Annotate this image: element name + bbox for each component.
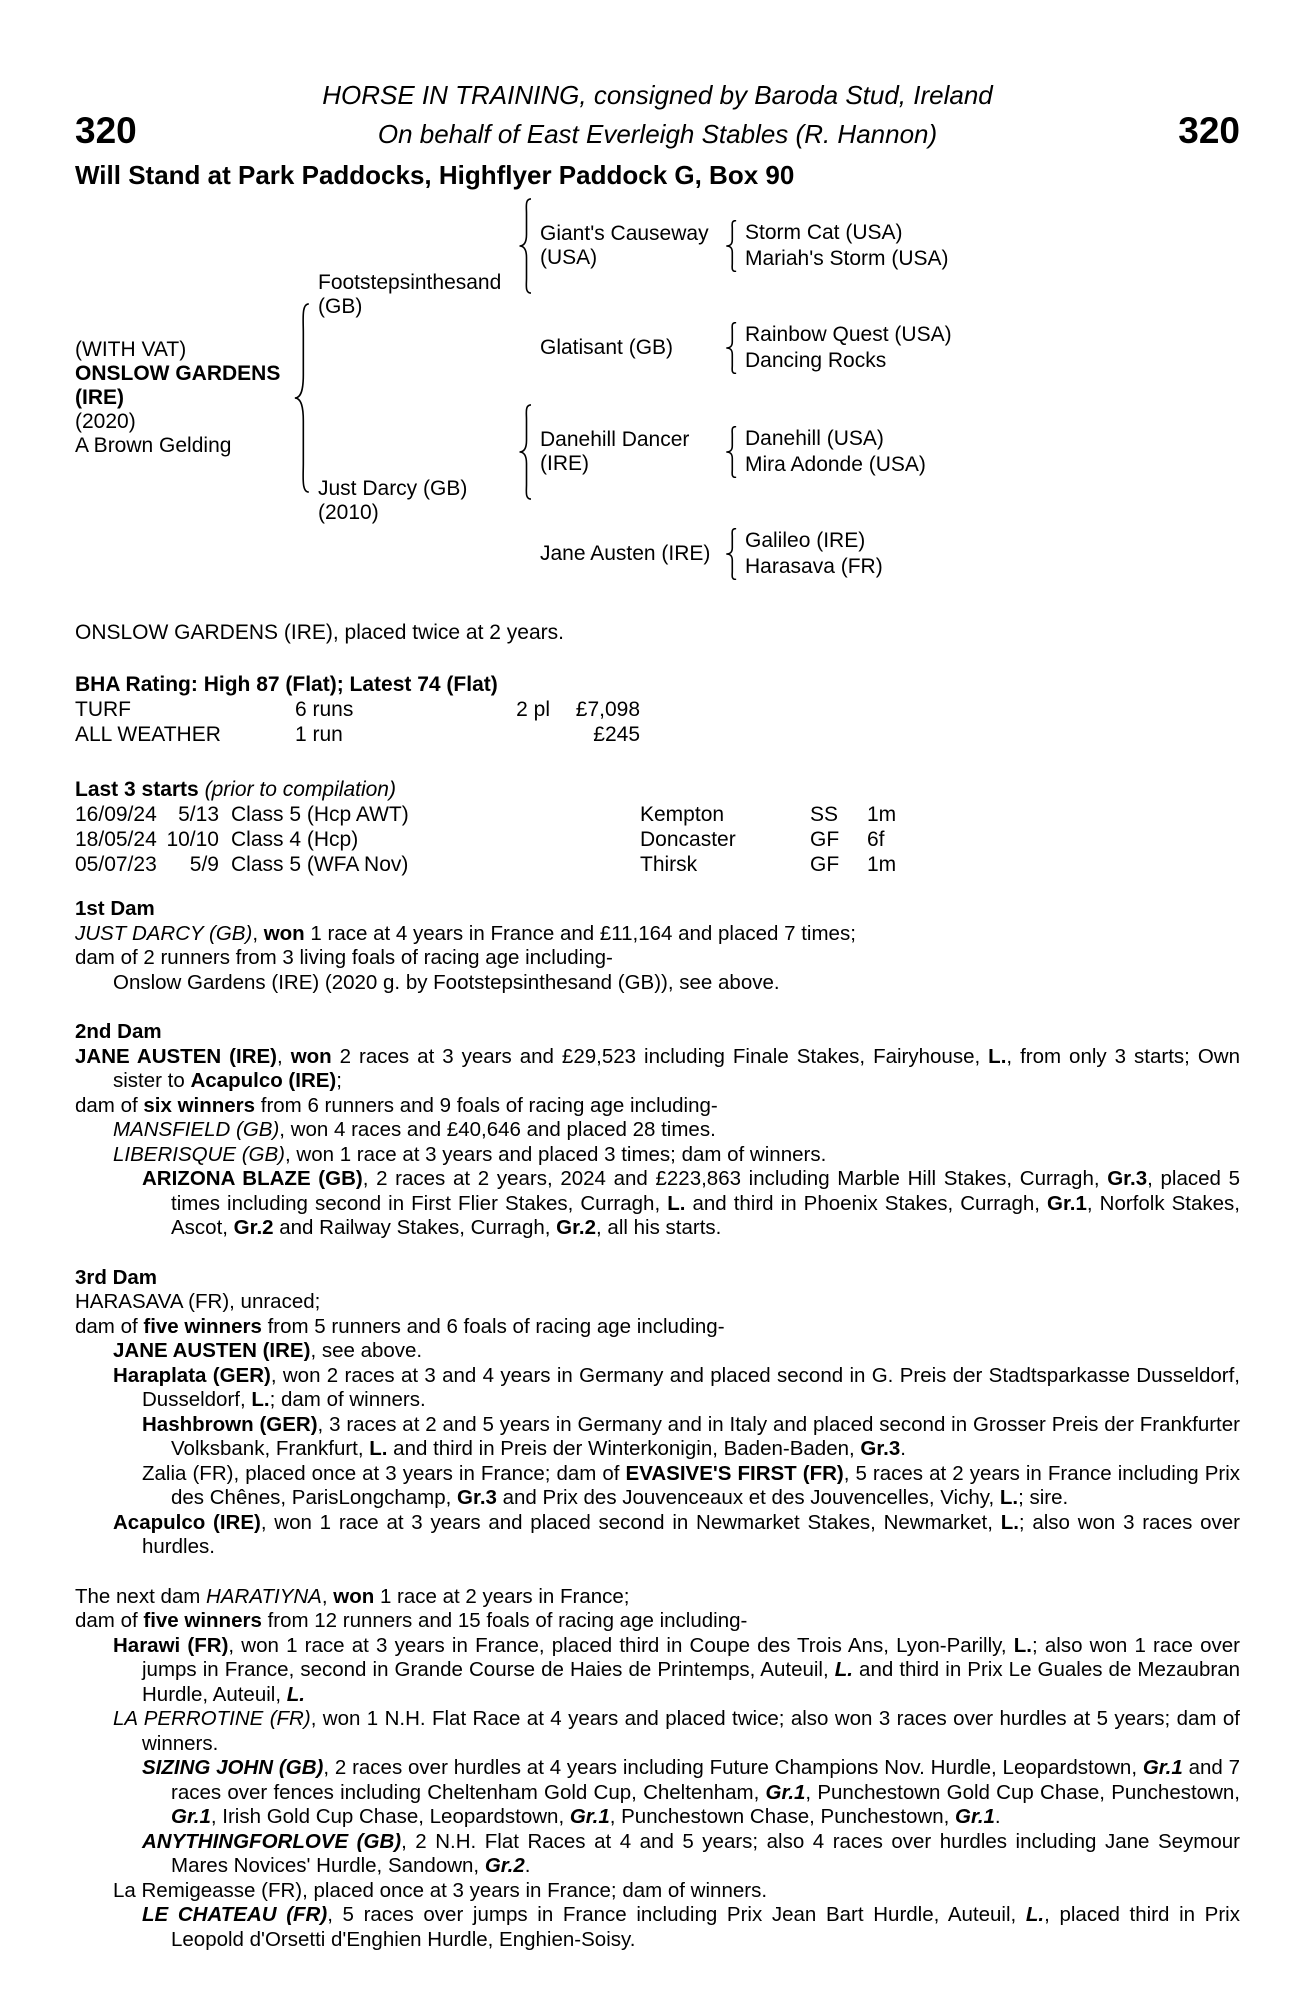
start-row <box>75 802 1240 827</box>
section-heading-1st-dam: 1st Dam <box>75 897 155 920</box>
surface-label: ALL WEATHER <box>75 723 221 746</box>
dam-branch <box>318 404 952 598</box>
great-grandparent-name: Harasava (FR) <box>745 555 883 578</box>
runs-value: 1 run <box>295 723 343 746</box>
sire-name: Footstepsinthesand (GB) <box>318 271 502 318</box>
pedigree-subject <box>75 338 293 458</box>
grandparent-group <box>518 404 926 500</box>
para-anythingforlove: ANYTHINGFORLOVE (GB), 2 N.H. Flat Races at 4 and 5 years; also 4 races over hurdles including Jane Seymour Mares Novices' Hurdle, Sandown, Gr.2. <box>142 1829 1240 1877</box>
surface-record-row <box>75 697 1240 722</box>
race-record-summary: ONSLOW GARDENS (IRE), placed twice at 2 years. <box>75 621 564 644</box>
para-haraplata: Haraplata (GER), won 2 races at 3 and 4 years in Germany and placed second in G. Preis der Stadtsparkasse Dusseldorf, Dusseldorf, L.; dam of winners. <box>113 1363 1240 1411</box>
grandsire-name: Giant's Causeway (USA) <box>540 222 709 269</box>
bha-rating-line: BHA Rating: High 87 (Flat); Latest 74 (Flat) <box>75 673 498 696</box>
para-next-dam: The next dam HARATIYNA, won 1 race at 2 years in France; <box>75 1584 630 1608</box>
on-behalf-line: On behalf of East Everleigh Stables (R. Hannon) <box>377 119 938 149</box>
lot-number-left: 320 <box>75 110 137 151</box>
distance: 1m <box>867 853 897 876</box>
subject-description: A Brown Gelding <box>75 434 232 457</box>
places-value <box>445 722 550 747</box>
brace-icon <box>725 322 737 374</box>
para-acapulco: Acapulco (IRE), won 1 race at 3 years and placed second in Newmarket Stakes, Newmarket, L.; also won 3 races over hurdles. <box>113 1510 1240 1558</box>
para-zalia: Zalia (FR), placed once at 3 years in France; dam of EVASIVE'S FIRST (FR), 5 races at 2 years in France including Prix des Chênes, ParisLongchamp, Gr.3 and Prix des Jouvenceaux et des Jouvencelles, Vichy, L.; sire. <box>142 1461 1240 1509</box>
para-hashbrown: Hashbrown (GER), 3 races at 2 and 5 years in Germany and in Italy and placed second in Grosser Preis der Frankfurter Volksbank, Frankfurt, L. and third in Preis der Winterkonigin, Baden-Baden, Gr.3. <box>142 1412 1240 1460</box>
last-3-starts-title: Last 3 starts <box>75 778 199 801</box>
para-harasava: HARASAVA (FR), unraced; <box>75 1290 321 1313</box>
sire-grandparents <box>518 198 952 392</box>
last-3-starts-header <box>75 777 1240 802</box>
start-date: 16/09/24 <box>75 803 157 826</box>
subject-year: (2020) <box>75 410 136 433</box>
lot-number-right: 320 <box>1178 110 1240 151</box>
consignor-line: HORSE IN TRAINING, consigned by Baroda Stud, Ireland <box>322 80 993 110</box>
para-mansfield: MANSFIELD (GB), won 4 races and £40,646 and placed 28 times. <box>113 1118 716 1141</box>
para-dam-of-six: dam of six winners from 6 runners and 9 foals of racing age including- <box>75 1093 718 1117</box>
great-grandparent-name: Rainbow Quest (USA) <box>745 323 952 346</box>
course: Kempton <box>640 803 725 826</box>
spacer <box>219 827 231 852</box>
brace-icon <box>518 404 532 500</box>
stand-location-line: Will Stand at Park Paddocks, Highflyer Paddock G, Box 90 <box>75 160 795 190</box>
distance: 1m <box>867 803 897 826</box>
runs-value: 6 runs <box>295 698 354 721</box>
last-3-starts-block <box>75 777 1240 877</box>
section-heading-2nd-dam: 2nd Dam <box>75 1020 162 1043</box>
para-liberisque: LIBERISQUE (GB), won 1 race at 3 years and placed 3 times; dam of winners. <box>113 1142 827 1166</box>
brace-icon <box>293 302 310 494</box>
para-arizona-blaze: ARIZONA BLAZE (GB), 2 races at 2 years, 2024 and £223,863 including Marble Hill Stakes, Curragh, Gr.3, placed 5 times including second in First Flier Stakes, Curragh, L. and third in Phoenix Stakes, Curragh, Gr.1, Norfolk Stakes, Ascot, Gr.2 and Railway Stakes, Curragh, Gr.2, all his starts. <box>142 1167 1240 1239</box>
dam-name: Just Darcy (GB) (2010) <box>318 477 468 524</box>
granddam-name: Jane Austen (IRE) <box>540 542 711 565</box>
para-onslow-see-above: Onslow Gardens (IRE) (2020 g. by Footstepsinthesand (GB)), see above. <box>113 970 780 994</box>
great-grandparent-name: Danehill (USA) <box>745 427 884 450</box>
spacer <box>219 852 231 877</box>
great-grandparents <box>745 427 926 477</box>
para-la-remigeasse: La Remigeasse (FR), placed once at 3 years in France; dam of winners. <box>113 1878 768 1902</box>
race-class: Class 5 (Hcp AWT) <box>231 803 409 826</box>
grandparent-group <box>518 510 926 598</box>
surface-record-row <box>75 722 1240 747</box>
start-row <box>75 852 1240 877</box>
finish-position: 5/9 <box>189 853 219 876</box>
brace-icon <box>725 220 737 272</box>
subject-name: ONSLOW GARDENS (IRE) <box>75 362 281 409</box>
finish-position: 5/13 <box>178 803 219 826</box>
pedigree-generations <box>318 198 952 598</box>
last-3-starts-subtitle: (prior to compilation) <box>204 778 396 801</box>
earnings-value: £245 <box>593 723 640 746</box>
race-class: Class 4 (Hcp) <box>231 828 359 851</box>
grandsire-name: Danehill Dancer (IRE) <box>540 428 690 475</box>
granddam-name: Glatisant (GB) <box>540 336 674 359</box>
pedigree-tree <box>75 198 1240 598</box>
section-heading-3rd-dam: 3rd Dam <box>75 1265 158 1289</box>
para-sizing-john: SIZING JOHN (GB), 2 races over hurdles at 4 years including Future Champions Nov. Hurdle, Leopardstown, Gr.1 and 7 races over fences including Cheltenham Gold Cup, Cheltenham, Gr.1, Punchestown Gold Cup Chase, Punchestown, Gr.1, Irish Gold Cup Chase, Leopardstown, Gr.1, Punchestown Chase, Punchestown, Gr.1. <box>142 1756 1240 1828</box>
grandparent-group <box>518 198 952 294</box>
para-dam-of-2: dam of 2 runners from 3 living foals of racing age including- <box>75 946 613 969</box>
places-value: 2 pl <box>516 698 550 721</box>
pedigree-text-sections <box>75 897 1240 1952</box>
race-class: Class 5 (WFA Nov) <box>231 853 409 876</box>
bha-rating-block <box>75 672 1240 747</box>
great-grandparent-name: Galileo (IRE) <box>745 529 866 552</box>
para-dam-of-five-b: dam of five winners from 12 runners and 15 foals of racing age including- <box>75 1609 748 1632</box>
finish-position: 10/10 <box>166 828 219 851</box>
great-grandparent-name: Dancing Rocks <box>745 349 887 372</box>
brace-icon <box>725 528 737 580</box>
great-grandparent-name: Storm Cat (USA) <box>745 221 903 244</box>
para-jane-austen: JANE AUSTEN (IRE), won 2 races at 3 years and £29,523 including Finale Stakes, Fairyhouse, L., from only 3 starts; Own sister to Acapulco (IRE); <box>75 1044 1240 1092</box>
start-date: 18/05/24 <box>75 828 157 851</box>
spacer <box>219 802 231 827</box>
grandparent-group <box>518 304 952 392</box>
start-date: 05/07/23 <box>75 853 157 876</box>
para-dam-of-five-a: dam of five winners from 5 runners and 6 foals of racing age including- <box>75 1314 725 1338</box>
lot-header-row <box>75 112 1240 150</box>
great-grandparents <box>745 529 883 579</box>
going: GF <box>810 828 840 851</box>
surface-label: TURF <box>75 698 131 721</box>
great-grandparents <box>745 221 949 271</box>
para-la-perrotine: LA PERROTINE (FR), won 1 N.H. Flat Race at 4 years and placed twice; also won 3 races over hurdles at 5 years; dam of winners. <box>113 1707 1240 1755</box>
going: GF <box>810 853 840 876</box>
brace-icon <box>518 198 532 294</box>
with-vat-label: (WITH VAT) <box>75 338 187 361</box>
course: Thirsk <box>640 853 698 876</box>
earnings-value: £7,098 <box>575 698 640 721</box>
para-harawi: Harawi (FR), won 1 race at 3 years in France, placed third in Coupe des Trois Ans, Lyon-Parilly, L.; also won 1 race over jumps in France, second in Grande Course de Haies de Printemps, Auteuil, L. and third in Prix Le Guales de Mezaubran Hurdle, Auteuil, L. <box>113 1633 1241 1706</box>
distance: 6f <box>867 828 885 851</box>
para-jane-austen-above: JANE AUSTEN (IRE), see above. <box>113 1339 423 1362</box>
dam-grandparents <box>518 404 926 598</box>
great-grandparent-name: Mariah's Storm (USA) <box>745 247 949 270</box>
great-grandparent-name: Mira Adonde (USA) <box>745 453 926 476</box>
brace-icon <box>725 426 737 478</box>
start-row <box>75 827 1240 852</box>
great-grandparents <box>745 323 952 373</box>
going: SS <box>810 803 839 826</box>
course: Doncaster <box>640 828 736 851</box>
para-just-darcy: JUST DARCY (GB), won 1 race at 4 years in France and £11,164 and placed 7 times; <box>75 921 856 945</box>
para-le-chateau: LE CHATEAU (FR), 5 races over jumps in France including Prix Jean Bart Hurdle, Auteuil, L., placed third in Prix Leopold d'Orsetti d'Enghien Hurdle, Enghien-Soisy. <box>142 1903 1240 1951</box>
sire-branch <box>318 198 952 392</box>
